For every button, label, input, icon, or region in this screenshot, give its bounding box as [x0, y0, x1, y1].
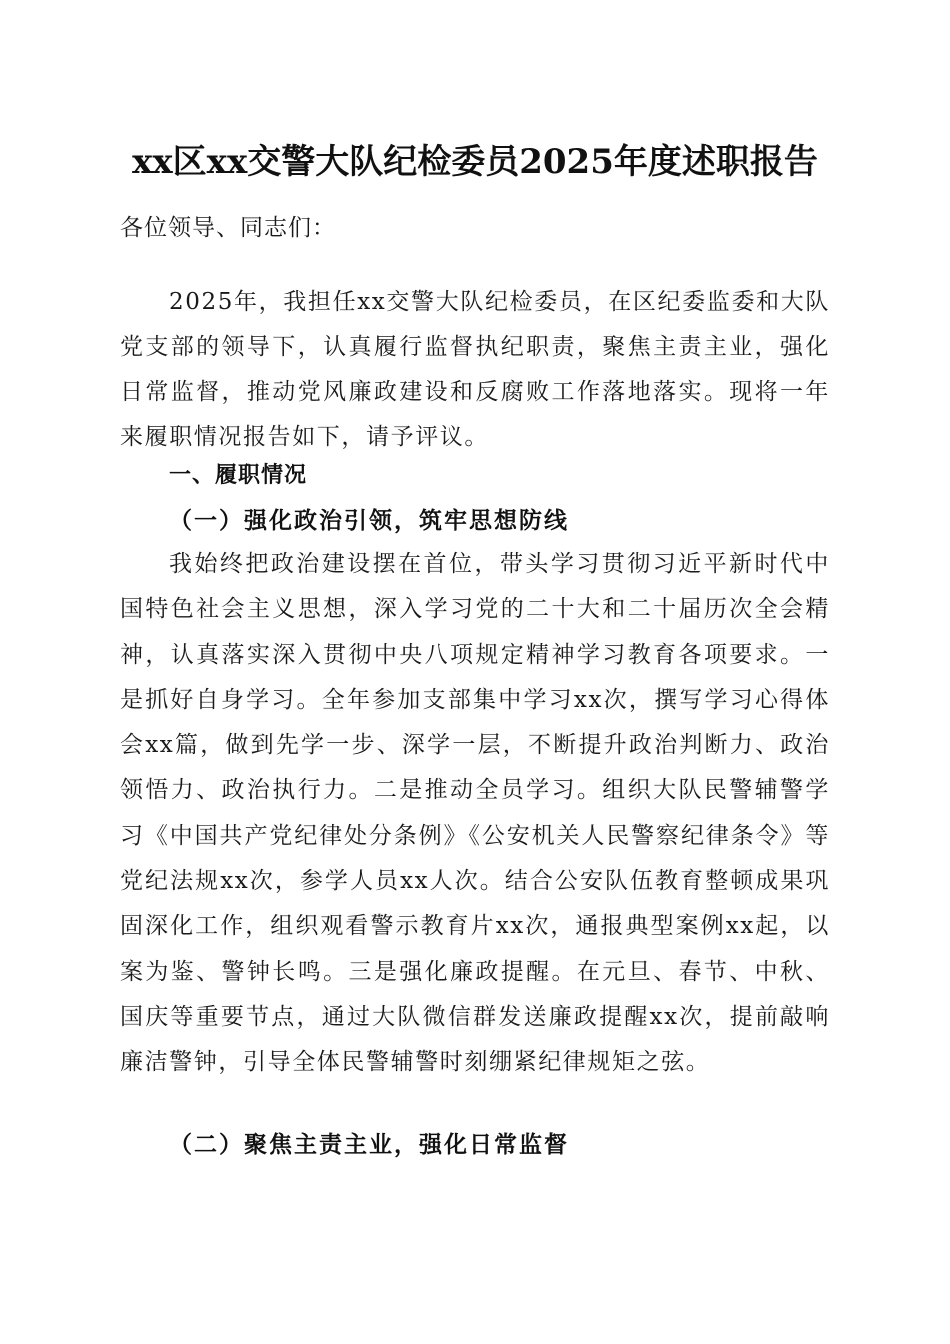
section-heading-performance: 一、履职情况 [169, 463, 308, 488]
salutation: 各位领导、同志们： [120, 215, 336, 241]
body-paragraph-political-guidance: 我始终把政治建设摆在首位，带头学习贯彻习近平新时代中国特色社会主义思想，深入学习党的二十大和二十届历次全会精神，认真落实深入贯彻中央八项规定精神学习教育各项要求。一是抓好自身学习。全年参加支部集中学习xx次，撰写学习心得体会xx篇，做到先学一步、深学一层，不断提升政治判断力、政治领悟力、政治执行力。二是推动全员学习。组织大队民警辅警学习《中国共产党纪律处分条例》《公安机关人民警察纪律条令》等党纪法规xx次，参学人员xx人次。结合公安队伍教育整顿成果巩固深化工作，组织观看警示教育片xx次，通报典型案例xx起，以案为鉴、警钟长鸣。三是强化廉政提醒。在元旦、春节、中秋、国庆等重要节点，通过大队微信群发送廉政提醒xx次，提前敲响廉洁警钟，引导全体民警辅警时刻绷紧纪律规矩之弦。 [120, 551, 830, 1076]
subsection-heading-political-guidance: （一）强化政治引领，筑牢思想防线 [169, 507, 569, 534]
intro-paragraph: 2025年，我担任xx交警大队纪检委员，在区纪委监委和大队党支部的领导下，认真履行监督执纪职责，聚焦主责主业，强化日常监督，推动党风廉政建设和反腐败工作落地落实。现将一年来履职情况报告如下，请予评议。 [120, 289, 830, 450]
subsection-heading-daily-supervision: （二）聚焦主责主业，强化日常监督 [169, 1131, 569, 1158]
document-title: xx区xx交警大队纪检委员2025年度述职报告 [132, 142, 818, 182]
